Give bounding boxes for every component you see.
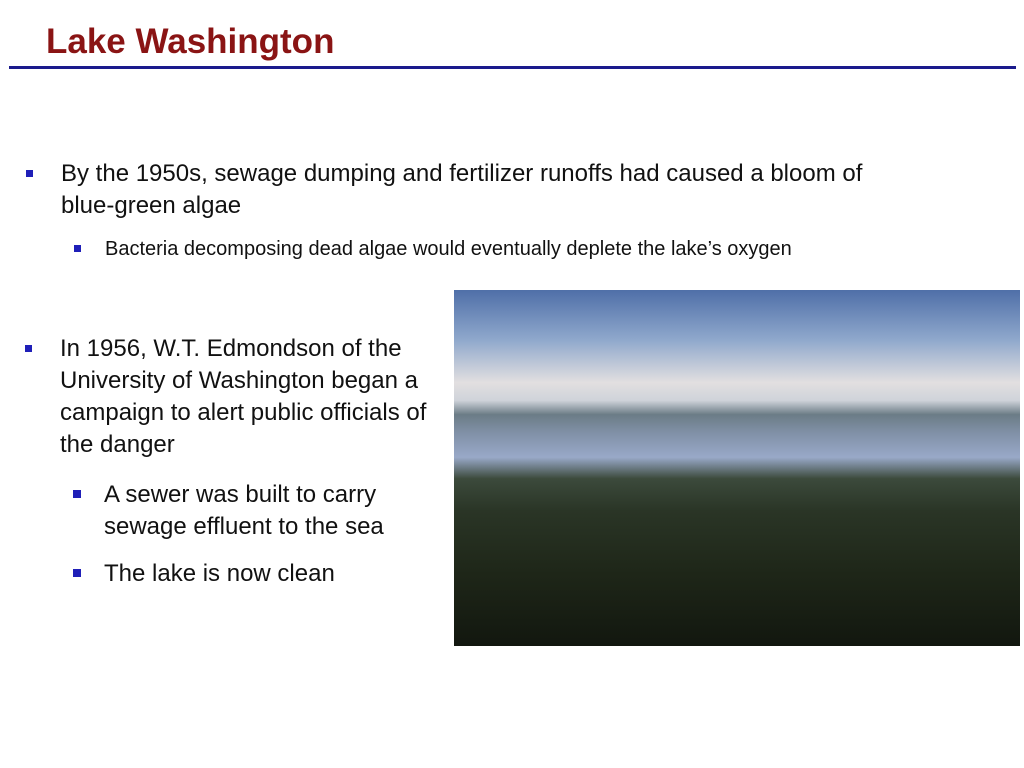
- bullet-text: In 1956, W.T. Edmondson of the University of Washington began a campaign to alert public officials of the danger: [60, 335, 427, 458]
- bullet-text: A sewer was built to carry sewage effluent to the sea: [104, 481, 384, 540]
- bullet-marker: [74, 245, 81, 252]
- bullet-text: Bacteria decomposing dead algae would eventually deplete the lake’s oxygen: [105, 238, 792, 260]
- lake-aerial-photo: [454, 290, 1020, 646]
- subbullet-lake-clean: [104, 558, 434, 590]
- bullet-marker: [26, 170, 33, 177]
- title-underline: [9, 66, 1016, 69]
- bullet-marker: [73, 490, 81, 498]
- bullet-text: The lake is now clean: [104, 560, 335, 587]
- bullet-edmondson-campaign: [60, 333, 430, 461]
- bullet-marker: [25, 345, 32, 352]
- bullet-marker: [73, 569, 81, 577]
- bullet-algae-bloom: [61, 158, 921, 222]
- subbullet-sewer-built: [104, 479, 449, 543]
- bullet-text: By the 1950s, sewage dumping and fertilizer runoffs had caused a bloom of blue-green algae: [61, 160, 863, 219]
- subbullet-oxygen-depletion: [105, 234, 915, 264]
- slide-title: Lake Washington: [46, 22, 335, 61]
